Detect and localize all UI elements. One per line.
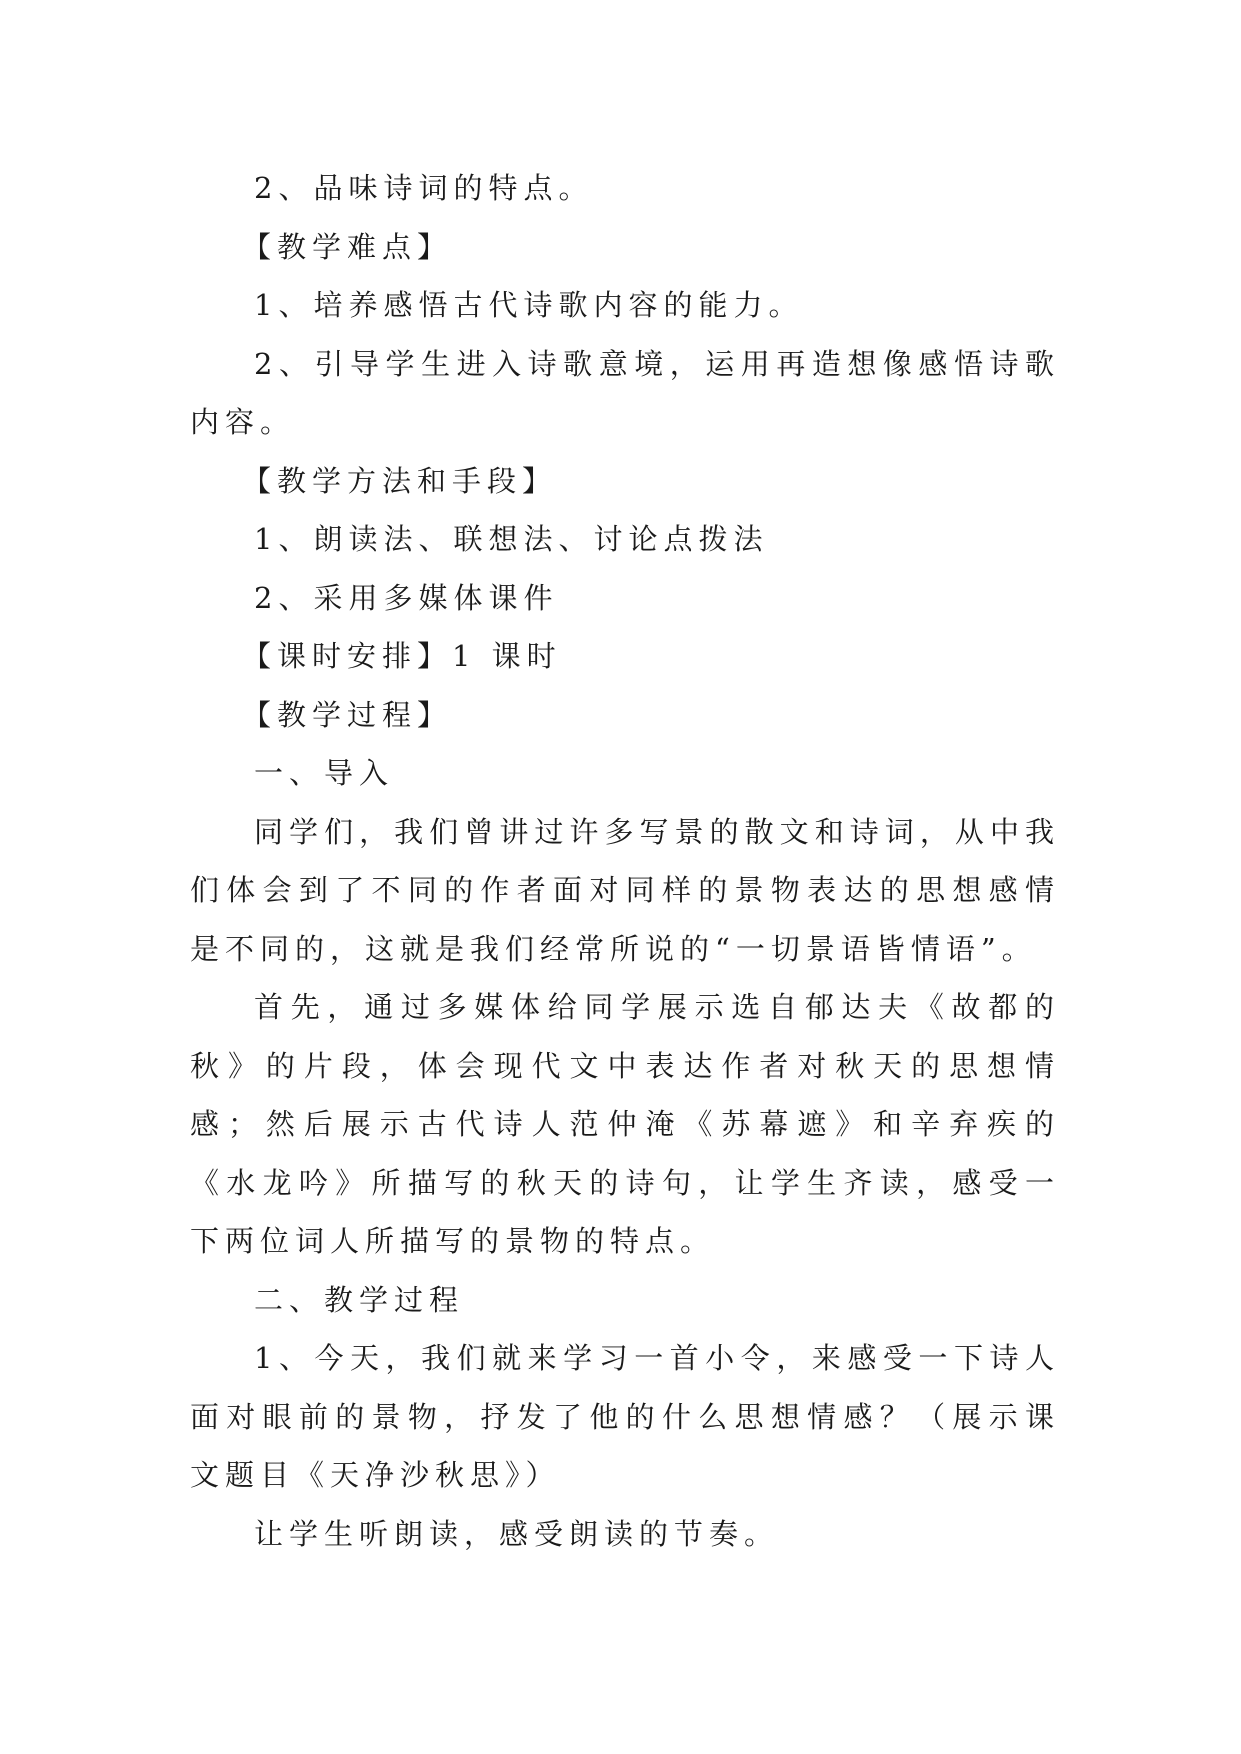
paragraph-key-point-2: 2、品味诗词的特点。 <box>254 171 594 205</box>
paragraph-difficulty-2: 2、引导学生进入诗歌意境，运用再造想像感悟诗歌内容。 <box>190 346 1060 439</box>
section-teaching-process: 二、教学过程 <box>254 1282 465 1317</box>
paragraph-method-2: 2、采用多媒体课件 <box>254 580 559 615</box>
document-page <box>190 159 1060 1563</box>
paragraph-today-lesson: 1、今天，我们就来学习一首小令，来感受一下诗人面对眼前的景物，抒发了他的什么思想情感？（展示课文题目《天净沙秋思》） <box>190 1341 1060 1492</box>
heading-teaching-process: 【教学过程】 <box>242 697 453 732</box>
section-introduction: 一、导入 <box>254 756 395 790</box>
paragraph-listen-reading: 让学生听朗读，感受朗读的节奏。 <box>254 1516 780 1551</box>
paragraph-multimedia-display: 首先，通过多媒体给同学展示选自郁达夫《故都的秋》的片段，体会现代文中表达作者对秋天的思想情感；然后展示古代诗人范仲淹《苏幕遮》和辛弃疾的《水龙吟》所描写的秋天的诗句，让学生齐读，感受一下两位词人所描写的景物的特点。 <box>190 990 1060 1258</box>
heading-teaching-methods: 【教学方法和手段】 <box>242 463 558 498</box>
paragraph-method-1: 1、朗读法、联想法、讨论点拨法 <box>254 522 769 556</box>
paragraph-introduction-body: 同学们，我们曾讲过许多写景的散文和诗词，从中我们体会到了不同的作者面对同样的景物表达的思想感情是不同的，这就是我们经常所说的“一切景语皆情语”。 <box>190 814 1060 966</box>
heading-class-hours: 【课时安排】1 课时 <box>242 639 562 673</box>
heading-teaching-difficulties: 【教学难点】 <box>242 229 453 264</box>
paragraph-difficulty-1: 1、培养感悟古代诗歌内容的能力。 <box>254 288 804 322</box>
